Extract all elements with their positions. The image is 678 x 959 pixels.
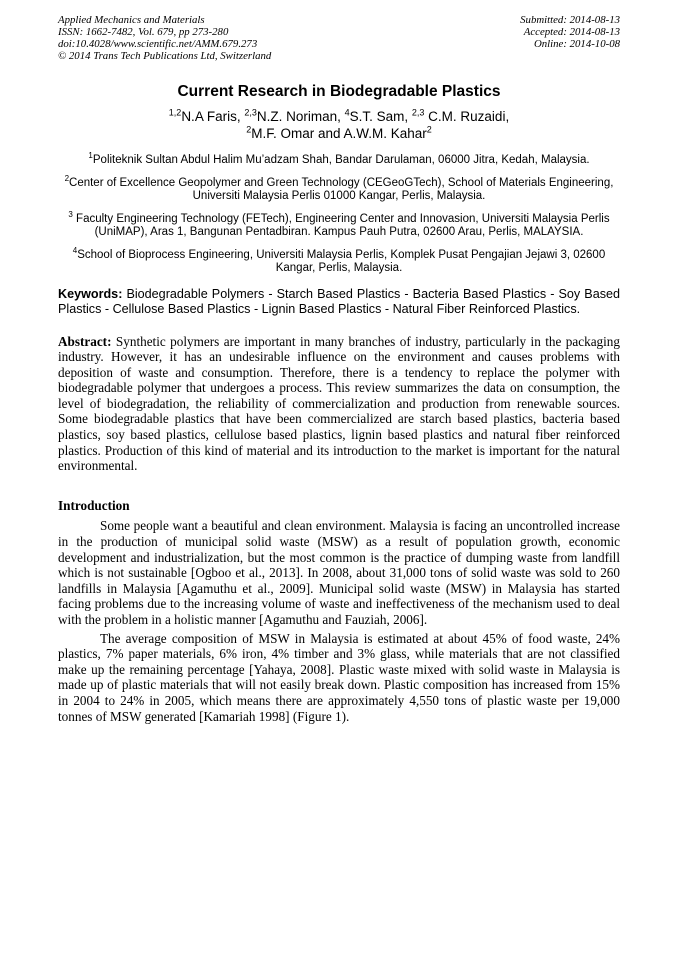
affil-number: 2 [64,173,70,183]
affil-text: School of Bioprocess Engineering, Universiti Malaysia Perlis, Komplek Pusat Pengajian Jejawi 3, 02600 Kangar, Perlis, Malaysia. [77,248,606,274]
paper-title: Current Research in Biodegradable Plastics [177,83,501,100]
introduction-heading: Introduction [58,497,130,513]
introduction-paragraph-2: The average composition of MSW in Malaysia is estimated at about 45% of food waste, 24% plastics, 7% paper materials, 6% iron, 4% timber and 3% glass, while materials that are not classified make up the remaining percentage [Yahaya, 2008]. Plastic waste mixed with solid waste in Malaysia is made up of plastic materials that will not easily break down. Plastic composition has increased from 15% in 2004 to 24% in 2005, which means there are approximately 4,550 tons of plastic waste per 19,000 tonnes of MSW generated [Kamariah 1998] (Figure 1). [58,630,620,724]
affil-text: Center of Excellence Geopolymer and Green Technology (CEGeoGTech), School of Materials Engineering, Universiti Malaysia Perlis 01000 Kangar, Perlis, Malaysia. [69,176,614,202]
submitted-date: Submitted: 2014-08-13 [520,14,620,26]
abstract-label: Abstract: [58,333,112,349]
author-affil-sup: 4 [344,107,350,118]
author-affil-sup: 2,3 [411,107,425,118]
affiliation-1 [58,151,620,168]
keywords-label: Keywords: [58,286,123,301]
keywords-text: Biodegradable Polymers - Starch Based Plastics - Bacteria Based Plastics - Soy Based Plastics - Cellulose Based Plastics - Lignin Based Plastics - Natural Fiber Reinforced Plastics. [58,286,620,316]
journal-doi: doi:10.4028/www.scientific.net/AMM.679.273 [58,38,258,50]
abstract-text: Synthetic polymers are important in many branches of industry, particularly in the packaging industry. However, it has an undesirable influence on the environment and causes problems with deposition of waste and consumption. Therefore, there is a tendency to replace the polymer with biodegradable polymer that undergoes a process. This review summarizes the data on consumption, the level of biodegradation, the reliability of commercialization and production from renewable sources. Some biodegradable plastics that have been commercialized are starch based plastics, bacteria based plastics, soy based plastics, cellulose based plastics, lignin based plastics and natural fiber reinforced plastics. Production of this kind of material and its introduction to the market is important for the natural environmental. [58,333,620,474]
affil-number: 4 [72,245,78,255]
author-name: N.A Faris, [181,109,245,124]
author-name: S.T. Sam, [349,109,412,124]
abstract-block [58,334,620,474]
accepted-date: Accepted: 2014-08-13 [523,26,620,38]
author-name: C.M. Ruzaidi, [424,109,510,124]
author-affil-sup: 1,2 [168,107,182,118]
submission-dates-block [520,14,620,50]
introduction-paragraph-1: Some people want a beautiful and clean environment. Malaysia is facing an uncontrolled increase in the production of municipal solid waste (MSW) as a result of population growth, economic development and industrialization, but the most common is the practice of dumping waste from landfill which is not sustainable [Ogboo et al., 2013]. In 2008, about 31,000 tons of solid waste was sold to 260 landfills in Malaysia [Agamuthu et al., 2009]. Municipal solid waste (MSW) in Malaysia has started facing problems due to the increasing volume of waste and ineffectiveness of the mechanism used to deal with the problem in a holistic manner [Agamuthu and Fauziah, 2006]. [58,518,620,627]
author-affil-sup: 2 [426,124,432,135]
affil-number: 1 [88,151,93,161]
author-name: M.F. Omar and A.W.M. Kahar [251,126,427,141]
journal-name: Applied Mechanics and Materials [58,14,205,26]
authors-line-2 [58,125,620,142]
author-affil-sup: 2,3 [244,107,257,118]
online-date: Online: 2014-10-08 [533,38,620,50]
author-name: N.Z. Noriman, [256,109,345,124]
affil-number: 3 [68,209,73,219]
journal-issn-volume: ISSN: 1662-7482, Vol. 679, pp 273-280 [58,26,229,38]
affil-text: Faculty Engineering Technology (FETech), Engineering Center and Innovasion, Universiti Malaysia Perlis (UniMAP), Aras 1, Bangunan Pentadbiran. Kampus Pauh Putra, 02600 Arau, Perlis, MALAYSIA. [72,212,610,238]
journal-copyright: © 2014 Trans Tech Publications Ltd, Switzerland [58,50,272,62]
keywords-block [58,287,620,317]
authors-line-1 [58,108,620,125]
journal-info-block [58,14,271,62]
journal-header [58,14,620,62]
affiliation-3 [58,209,620,240]
affiliation-4 [58,245,620,276]
affil-text: Politeknik Sultan Abdul Halim Mu’adzam Shah, Bandar Darulaman, 06000 Jitra, Kedah, Malaysia. [92,154,590,166]
affiliation-2 [58,173,620,204]
author-affil-sup: 2 [246,124,252,135]
